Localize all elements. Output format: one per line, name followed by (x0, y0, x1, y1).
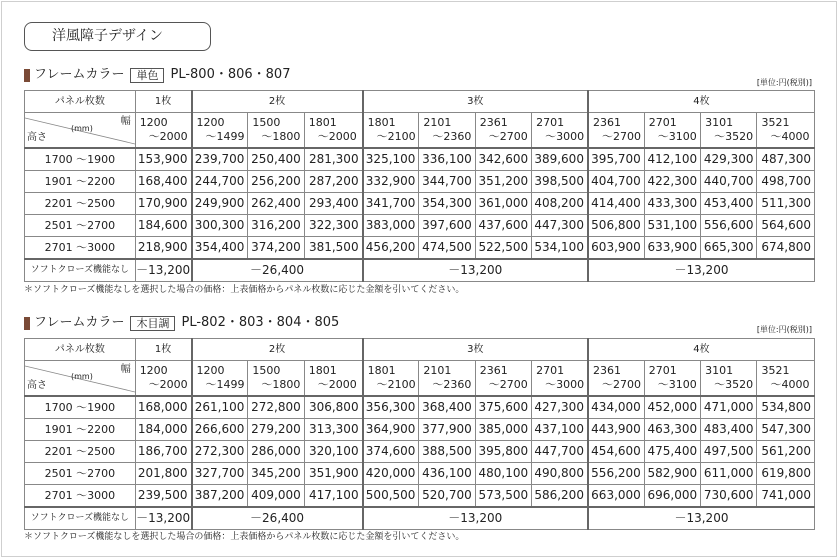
height-range-cell: 2701 ～3000 (25, 237, 136, 260)
width-range-cell (248, 113, 304, 149)
price-cell: 249,900 (192, 193, 248, 215)
soft-close-label: ソフトクローズ機能なし (25, 507, 136, 530)
price-cell: 520,700 (419, 485, 475, 508)
price-cell: 397,600 (419, 215, 475, 237)
width-range-from: 3521 (761, 116, 790, 129)
price-cell: 218,900 (135, 237, 191, 260)
price-cell: 665,300 (701, 237, 757, 260)
height-range-cell: 2701 ～3000 (25, 485, 136, 508)
panel-count-cell: 4枚 (588, 91, 815, 113)
price-cell: 244,700 (192, 171, 248, 193)
width-range-to: ～2100 (376, 130, 416, 143)
width-range-to: ～1800 (261, 378, 301, 391)
price-cell: 395,700 (588, 148, 644, 171)
price-cell: 447,300 (532, 215, 588, 237)
section-marker (24, 317, 30, 330)
price-cell: 741,000 (757, 485, 815, 508)
price-table (24, 338, 815, 530)
price-cell: 375,600 (475, 396, 531, 419)
height-range-cell: 1700 ～1900 (25, 148, 136, 171)
width-range-cell (701, 113, 757, 149)
price-cell: 387,200 (192, 485, 248, 508)
soft-close-deduction: －13,200 (588, 259, 815, 282)
price-cell: 320,100 (304, 441, 362, 463)
price-cell: 414,400 (588, 193, 644, 215)
price-cell: 374,600 (363, 441, 419, 463)
price-cell: 184,000 (135, 419, 191, 441)
price-cell: 603,900 (588, 237, 644, 260)
panel-count-cell: 2枚 (192, 339, 363, 361)
price-row (25, 148, 815, 171)
frame-color-badge: 木目調 (130, 316, 175, 331)
price-cell: 250,400 (248, 148, 304, 171)
panel-count-header: パネル枚数 (25, 339, 136, 361)
width-range-to: ～2700 (488, 130, 528, 143)
width-range-to: ～2700 (488, 378, 528, 391)
panel-count-cell: 4枚 (588, 339, 815, 361)
frame-color-label: フレームカラー (34, 315, 125, 330)
width-range-cell (304, 361, 362, 397)
soft-close-deduction: －13,200 (363, 507, 588, 530)
price-cell: 674,800 (757, 237, 815, 260)
width-range-cell (475, 361, 531, 397)
price-cell: 279,200 (248, 419, 304, 441)
price-cell: 522,500 (475, 237, 531, 260)
price-cell: 272,300 (192, 441, 248, 463)
price-cell: 474,500 (419, 237, 475, 260)
price-cell: 427,300 (532, 396, 588, 419)
price-cell: 437,600 (475, 215, 531, 237)
price-cell: 168,000 (135, 396, 191, 419)
width-range-from: 2701 (648, 364, 677, 377)
price-cell: 354,400 (192, 237, 248, 260)
width-range-cell (135, 361, 191, 397)
width-range-cell (363, 361, 419, 397)
width-range-to: ～2100 (376, 378, 416, 391)
soft-close-deduction: －13,200 (135, 507, 191, 530)
price-cell: 287,200 (304, 171, 362, 193)
price-cell: 368,400 (419, 396, 475, 419)
price-cell: 184,600 (135, 215, 191, 237)
price-cell: 456,200 (363, 237, 419, 260)
price-cell: 429,300 (701, 148, 757, 171)
price-cell: 313,300 (304, 419, 362, 441)
height-range-cell: 1700 ～1900 (25, 396, 136, 419)
price-cell: 239,500 (135, 485, 191, 508)
price-cell: 611,000 (701, 463, 757, 485)
price-cell: 454,600 (588, 441, 644, 463)
section-heading (24, 314, 339, 332)
panel-count-cell: 3枚 (363, 91, 588, 113)
width-label: 幅 (120, 116, 131, 127)
price-cell: 374,200 (248, 237, 304, 260)
price-row (25, 237, 815, 260)
model-numbers: PL-800・806・807 (170, 67, 291, 82)
width-range-to: ～3100 (657, 130, 697, 143)
soft-close-row (25, 507, 815, 530)
price-row (25, 463, 815, 485)
height-range-cell: 1901 ～2200 (25, 171, 136, 193)
price-cell: 364,900 (363, 419, 419, 441)
panel-count-cell: 3枚 (363, 339, 588, 361)
width-range-from: 2361 (592, 116, 621, 129)
width-range-to: ～3000 (545, 378, 585, 391)
width-range-to: ～4000 (770, 378, 810, 391)
width-range-to: ～2700 (601, 378, 641, 391)
price-cell: 483,400 (701, 419, 757, 441)
price-cell: 663,000 (588, 485, 644, 508)
soft-close-deduction: －13,200 (135, 259, 191, 282)
price-cell: 341,700 (363, 193, 419, 215)
price-cell: 266,600 (192, 419, 248, 441)
price-cell: 361,000 (475, 193, 531, 215)
width-range-from: 1500 (252, 116, 281, 129)
width-range-cell (757, 361, 815, 397)
width-range-cell (588, 113, 644, 149)
price-cell: 497,500 (701, 441, 757, 463)
price-cell: 332,900 (363, 171, 419, 193)
frame-color-label: フレームカラー (34, 67, 125, 82)
unit-label: [単位:円(税別)] (756, 78, 812, 87)
price-cell: 586,200 (532, 485, 588, 508)
width-range-from: 2701 (648, 116, 677, 129)
price-cell: 433,300 (644, 193, 700, 215)
panel-count-cell: 2枚 (192, 91, 363, 113)
width-range-from: 3101 (705, 364, 734, 377)
unit-label: [単位:円(税別)] (756, 325, 812, 334)
header-corner-cell (25, 113, 136, 149)
width-range-to: ～2000 (317, 130, 357, 143)
width-range-to: ～2000 (148, 378, 188, 391)
price-cell: 383,000 (363, 215, 419, 237)
price-cell: 633,900 (644, 237, 700, 260)
price-cell: 342,600 (475, 148, 531, 171)
price-cell: 500,500 (363, 485, 419, 508)
height-range-cell: 1901 ～2200 (25, 419, 136, 441)
width-range-cell (304, 113, 362, 149)
unit-mm-label: (mm) (71, 372, 93, 381)
width-range-to: ～1800 (261, 130, 301, 143)
footnote: ＊ソフトクローズ機能なしを選択した場合の価格：上表価格からパネル枚数に応じた金額を引いてください。 (24, 285, 465, 295)
width-range-from: 1801 (367, 116, 396, 129)
width-range-cell (644, 113, 700, 149)
width-range-to: ～2000 (317, 378, 357, 391)
price-cell: 201,800 (135, 463, 191, 485)
height-range-cell: 2201 ～2500 (25, 441, 136, 463)
soft-close-deduction: －26,400 (192, 259, 363, 282)
price-cell: 443,900 (588, 419, 644, 441)
width-range-from: 1200 (139, 116, 168, 129)
price-cell: 511,300 (757, 193, 815, 215)
width-range-to: ～2360 (432, 130, 472, 143)
price-cell: 487,300 (757, 148, 815, 171)
price-cell: 506,800 (588, 215, 644, 237)
price-row (25, 485, 815, 508)
price-cell: 286,000 (248, 441, 304, 463)
width-range-from: 2101 (423, 116, 452, 129)
price-cell: 239,700 (192, 148, 248, 171)
price-cell: 475,400 (644, 441, 700, 463)
price-cell: 293,400 (304, 193, 362, 215)
price-cell: 256,200 (248, 171, 304, 193)
price-cell: 261,100 (192, 396, 248, 419)
height-range-cell: 2501 ～2700 (25, 463, 136, 485)
header-corner-cell (25, 361, 136, 397)
price-cell: 327,700 (192, 463, 248, 485)
width-range-cell (419, 361, 475, 397)
panel-count-header: パネル枚数 (25, 91, 136, 113)
width-range-to: ～3100 (657, 378, 697, 391)
price-cell: 471,000 (701, 396, 757, 419)
price-cell: 381,500 (304, 237, 362, 260)
price-cell: 556,200 (588, 463, 644, 485)
soft-close-row (25, 259, 815, 282)
price-cell: 573,500 (475, 485, 531, 508)
price-cell: 582,900 (644, 463, 700, 485)
width-range-to: ～2700 (601, 130, 641, 143)
price-cell: 498,700 (757, 171, 815, 193)
width-range-from: 1200 (196, 116, 225, 129)
width-range-cell (701, 361, 757, 397)
price-row (25, 396, 815, 419)
price-table (24, 90, 815, 282)
price-cell: 322,300 (304, 215, 362, 237)
width-range-from: 1200 (196, 364, 225, 377)
width-range-to: ～2360 (432, 378, 472, 391)
price-cell: 434,000 (588, 396, 644, 419)
width-range-to: ～2000 (148, 130, 188, 143)
price-row (25, 441, 815, 463)
price-cell: 168,400 (135, 171, 191, 193)
price-cell: 385,000 (475, 419, 531, 441)
price-cell: 437,100 (532, 419, 588, 441)
price-row (25, 171, 815, 193)
width-range-cell (419, 113, 475, 149)
width-range-cell (532, 113, 588, 149)
section-heading (24, 66, 290, 84)
width-range-from: 1801 (367, 364, 396, 377)
price-cell: 354,300 (419, 193, 475, 215)
width-range-cell (475, 113, 531, 149)
width-range-cell (363, 113, 419, 149)
price-cell: 561,200 (757, 441, 815, 463)
price-cell: 436,100 (419, 463, 475, 485)
section-marker (24, 69, 30, 82)
price-cell: 300,300 (192, 215, 248, 237)
width-range-from: 2361 (479, 364, 508, 377)
width-range-from: 2361 (479, 116, 508, 129)
width-range-to: ～4000 (770, 130, 810, 143)
price-row (25, 215, 815, 237)
price-cell: 490,800 (532, 463, 588, 485)
width-range-cell (248, 361, 304, 397)
frame-color-badge: 単色 (130, 68, 164, 83)
width-range-cell (644, 361, 700, 397)
price-cell: 422,300 (644, 171, 700, 193)
price-cell: 453,400 (701, 193, 757, 215)
price-cell: 344,700 (419, 171, 475, 193)
price-cell: 412,100 (644, 148, 700, 171)
price-cell: 395,800 (475, 441, 531, 463)
width-range-to: ～3000 (545, 130, 585, 143)
price-cell: 186,700 (135, 441, 191, 463)
width-range-cell (135, 113, 191, 149)
width-range-cell (192, 113, 248, 149)
price-cell: 547,300 (757, 419, 815, 441)
height-range-cell: 2501 ～2700 (25, 215, 136, 237)
price-cell: 389,600 (532, 148, 588, 171)
price-cell: 404,700 (588, 171, 644, 193)
price-cell: 306,800 (304, 396, 362, 419)
width-range-from: 1500 (252, 364, 281, 377)
price-cell: 452,000 (644, 396, 700, 419)
width-range-from: 2701 (536, 116, 565, 129)
price-cell: 356,300 (363, 396, 419, 419)
price-cell: 696,000 (644, 485, 700, 508)
width-range-from: 2101 (423, 364, 452, 377)
price-cell: 619,800 (757, 463, 815, 485)
price-cell: 564,600 (757, 215, 815, 237)
width-range-cell (757, 113, 815, 149)
price-cell: 272,800 (248, 396, 304, 419)
price-cell: 262,400 (248, 193, 304, 215)
price-cell: 325,100 (363, 148, 419, 171)
price-row (25, 419, 815, 441)
panel-count-cell: 1枚 (135, 91, 191, 113)
price-cell: 556,600 (701, 215, 757, 237)
width-range-from: 3101 (705, 116, 734, 129)
width-range-from: 1200 (139, 364, 168, 377)
price-cell: 417,100 (304, 485, 362, 508)
soft-close-deduction: －13,200 (588, 507, 815, 530)
width-range-to: ～3520 (714, 130, 754, 143)
width-range-to: ～1499 (205, 378, 245, 391)
width-range-to: ～1499 (205, 130, 245, 143)
height-range-cell: 2201 ～2500 (25, 193, 136, 215)
height-label: 高さ (27, 132, 47, 143)
unit-mm-label: (mm) (71, 124, 93, 133)
price-cell: 351,900 (304, 463, 362, 485)
price-cell: 409,000 (248, 485, 304, 508)
price-cell: 531,100 (644, 215, 700, 237)
width-range-from: 2701 (536, 364, 565, 377)
soft-close-label: ソフトクローズ機能なし (25, 259, 136, 282)
price-cell: 377,900 (419, 419, 475, 441)
price-cell: 730,600 (701, 485, 757, 508)
price-cell: 463,300 (644, 419, 700, 441)
price-cell: 345,200 (248, 463, 304, 485)
height-label: 高さ (27, 380, 47, 391)
footnote: ＊ソフトクローズ機能なしを選択した場合の価格：上表価格からパネル枚数に応じた金額を引いてください。 (24, 532, 465, 542)
price-cell: 153,900 (135, 148, 191, 171)
price-cell: 408,200 (532, 193, 588, 215)
price-cell: 398,500 (532, 171, 588, 193)
soft-close-deduction: －13,200 (363, 259, 588, 282)
width-range-from: 3521 (761, 364, 790, 377)
width-range-from: 1801 (308, 364, 337, 377)
width-range-cell (588, 361, 644, 397)
soft-close-deduction: －26,400 (192, 507, 363, 530)
price-cell: 447,700 (532, 441, 588, 463)
model-numbers: PL-802・803・804・805 (181, 315, 340, 330)
price-cell: 388,500 (419, 441, 475, 463)
page-title: 洋風障子デザイン (24, 22, 211, 51)
price-row (25, 193, 815, 215)
width-range-to: ～3520 (714, 378, 754, 391)
price-cell: 170,900 (135, 193, 191, 215)
width-range-cell (192, 361, 248, 397)
price-cell: 534,800 (757, 396, 815, 419)
width-range-from: 2361 (592, 364, 621, 377)
price-cell: 351,200 (475, 171, 531, 193)
price-cell: 534,100 (532, 237, 588, 260)
price-cell: 420,000 (363, 463, 419, 485)
price-cell: 336,100 (419, 148, 475, 171)
width-range-cell (532, 361, 588, 397)
price-cell: 480,100 (475, 463, 531, 485)
width-label: 幅 (120, 364, 131, 375)
panel-count-cell: 1枚 (135, 339, 191, 361)
price-cell: 440,700 (701, 171, 757, 193)
width-range-from: 1801 (308, 116, 337, 129)
price-cell: 316,200 (248, 215, 304, 237)
price-cell: 281,300 (304, 148, 362, 171)
